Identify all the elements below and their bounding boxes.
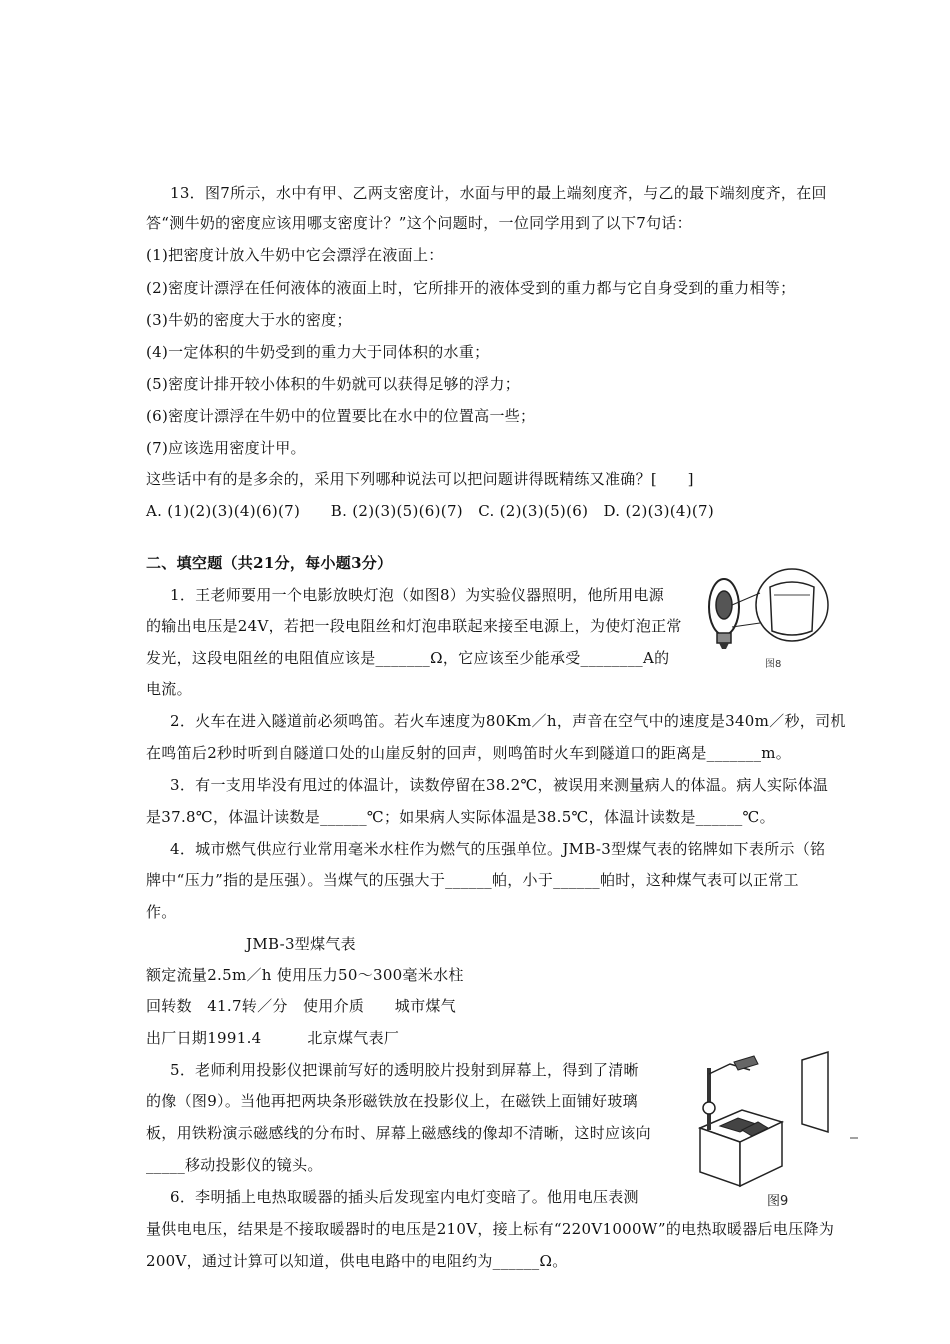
fill-q3-line-1: 3．有一支用毕没有甩过的体温计，读数停留在38.2℃，被误用来测量病人的体温。病人实际体温	[170, 776, 829, 794]
fill-q1-line-2: 的输出电压是24V，若把一段电阻丝和灯泡串联起来接至电源上，为使灯泡正常	[146, 617, 682, 635]
q13-options: A. (1)(2)(3)(4)(6)(7) B. (2)(3)(5)(6)(7) C. (2)(3)(5)(6) D. (2)(3)(4)(7)	[146, 502, 715, 520]
fill-q4-line-3: 作。	[146, 903, 177, 921]
nameplate-title: JMB-3型煤气表	[246, 935, 356, 953]
fill-q6-line-3: 200V，通过计算可以知道，供电电路中的电阻约为______Ω。	[146, 1252, 568, 1270]
fill-q4-line-1: 4．城市燃气供应行业常用毫米水柱作为燃气的压强单位。JMB-3型煤气表的铭牌如下表所示（铭	[170, 840, 826, 858]
fill-q6-line-2: 量供电电压，结果是不接取暖器时的电压是210V，接上标有“220V1000W”的电热取暖器后电压降为	[146, 1220, 835, 1238]
fig8-label: 图8	[765, 659, 782, 670]
fill-q4-line-2: 牌中“压力”指的是压强）。当煤气的压强大于______帕，小于______帕时，这种煤气表可以正常工	[146, 871, 799, 889]
fill-q2-line-2: 在鸣笛后2秒时听到自隧道口处的山崖反射的回声，则鸣笛时火车到隧道口的距离是_______m。	[146, 744, 792, 762]
nameplate-row-1: 额定流量2.5m／h 使用压力50～300毫米水柱	[146, 966, 464, 984]
fill-q6-line-1: 6．李明插上电热取暖器的插头后发现室内电灯变暗了。他用电压表测	[170, 1188, 639, 1206]
q13-statement-3: (3)牛奶的密度大于水的密度；	[146, 311, 352, 329]
q13-statement-4: (4)一定体积的牛奶受到的重力大于同体积的水重；	[146, 343, 490, 361]
q13-line-1: 13．图7所示，水中有甲、乙两支密度计，水面与甲的最上端刻度齐，与乙的最下端刻度齐，在回	[170, 184, 827, 202]
q13-line-2: 答“测牛奶的密度应该用哪支密度计？”这个问题时，一位同学用到了以下7句话：	[146, 214, 692, 232]
fill-q1-line-3: 发光，这段电阻丝的电阻值应该是_______Ω，它应该至少能承受________A的	[146, 649, 670, 667]
q13-statement-2: (2)密度计漂浮在任何液体的液面上时，它所排开的液体受到的重力都与它自身受到的重力相等；	[146, 279, 796, 297]
nameplate-row-2: 回转数 41.7转／分 使用介质 城市煤气	[146, 997, 457, 1015]
q13-statement-7: (7)应该选用密度计甲。	[146, 439, 306, 457]
fill-q2-line-1: 2．火车在进入隧道前必须鸣笛。若火车速度为80Km／h，声音在空气中的速度是340m／秒，司机	[170, 712, 846, 730]
q13-statement-6: (6)密度计漂浮在牛奶中的位置要比在水中的位置高一些；	[146, 407, 536, 425]
section-title: 二、填空题（共21分，每小题3分）	[146, 554, 393, 572]
projector-illustration	[690, 1050, 870, 1190]
q13-statement-1: (1)把密度计放入牛奶中它会漂浮在液面上：	[146, 246, 444, 264]
fill-q1-line-1: 1．王老师要用一个电影放映灯泡（如图8）为实验仪器照明，他所用电源	[170, 586, 664, 604]
fill-q3-line-2: 是37.8℃，体温计读数是______℃；如果病人实际体温是38.5℃，体温计读数是______℃。	[146, 808, 775, 826]
q13-statement-5: (5)密度计排开较小体积的牛奶就可以获得足够的浮力；	[146, 375, 521, 393]
fill-q5-line-4: _____移动投影仪的镜头。	[146, 1156, 323, 1174]
fill-q1-line-4: 电流。	[146, 680, 192, 698]
fill-q5-line-1: 5．老师利用投影仪把课前写好的透明胶片投射到屏幕上，得到了清晰	[170, 1061, 639, 1079]
q13-question: 这些话中有的是多余的，采用下列哪种说法可以把问题讲得既精练又准确？[ ]	[146, 470, 694, 488]
nameplate-row-3: 出厂日期1991.4 北京煤气表厂	[146, 1029, 400, 1047]
fill-q5-line-3: 板，用铁粉演示磁感线的分布时、屏幕上磁感线的像却不清晰，这时应该向	[146, 1124, 651, 1142]
fig9-label: 图9	[767, 1194, 789, 1209]
fill-q5-line-2: 的像（图9）。当他再把两块条形磁铁放在投影仪上，在磁铁上面铺好玻璃	[146, 1092, 638, 1110]
